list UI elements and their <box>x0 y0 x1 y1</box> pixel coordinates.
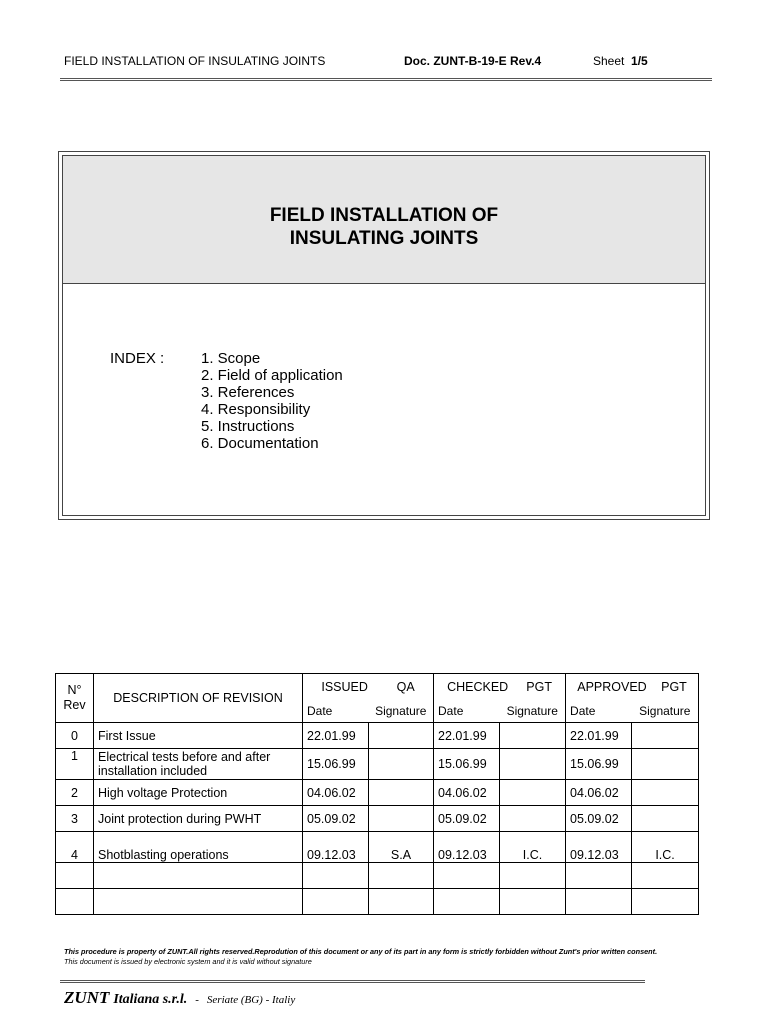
table-row <box>56 749 699 780</box>
issued-date: 05.09.02 <box>303 806 369 832</box>
checked-date-header: Date <box>434 700 500 723</box>
table-row <box>56 832 699 863</box>
company-name: ZUNT <box>64 988 110 1007</box>
company-suffix: Italiana s.r.l. <box>113 992 188 1007</box>
rev-description: Electrical tests before and after installation included <box>94 749 303 780</box>
approved-signature <box>632 806 699 832</box>
checked-label: CHECKED <box>447 680 509 694</box>
checked-signature <box>500 806 566 832</box>
index-label: INDEX : <box>110 350 165 367</box>
sheet-value: 1/5 <box>631 54 648 68</box>
issued-date: 09.12.03 <box>303 832 369 863</box>
rev-description: High voltage Protection <box>94 780 303 806</box>
revision-table <box>55 673 699 915</box>
approved-signature <box>632 749 699 780</box>
approved-header <box>566 674 699 701</box>
index-item: 2. Field of application <box>201 367 343 384</box>
copyright-notice: This procedure is property of ZUNT.All rights reserved.Reprodution of this document or any of its part in any form is strictly forbidden without Zunt's prior written consent. <box>64 947 658 956</box>
checked-by: PGT <box>526 680 552 694</box>
index-item: 5. Instructions <box>201 418 295 435</box>
approved-signature-header: Signature <box>632 700 699 723</box>
approved-date: 15.06.99 <box>566 749 632 780</box>
approved-signature <box>632 723 699 749</box>
rev-number: 1 <box>56 749 94 780</box>
rev-number: 3 <box>56 806 94 832</box>
checked-signature-header: Signature <box>500 700 566 723</box>
approved-signature <box>632 780 699 806</box>
checked-signature <box>500 780 566 806</box>
issued-by: QA <box>396 680 415 694</box>
checked-header <box>434 674 566 701</box>
index-item: 1. Scope <box>201 350 261 367</box>
checked-signature: I.C. <box>500 832 566 863</box>
issued-signature: S.A <box>369 832 434 863</box>
rev-description: Joint protection during PWHT <box>94 806 303 832</box>
issued-signature-header: Signature <box>369 700 434 723</box>
rev-description: Shotblasting operations <box>94 832 303 863</box>
index-item: 3. References <box>201 384 295 401</box>
rev-number: 2 <box>56 780 94 806</box>
approved-by: PGT <box>661 680 687 694</box>
title-line-2: INSULATING JOINTS <box>289 228 479 249</box>
issued-date-header: Date <box>303 700 369 723</box>
issued-signature <box>369 723 434 749</box>
checked-signature <box>500 723 566 749</box>
header-title: FIELD INSTALLATION OF INSULATING JOINTS <box>64 54 326 68</box>
approved-date: 04.06.02 <box>566 780 632 806</box>
approved-label: APPROVED <box>577 680 647 694</box>
title-band <box>63 156 705 284</box>
index-item: 4. Responsibility <box>201 401 311 418</box>
table-row <box>56 806 699 832</box>
index-list <box>201 350 343 452</box>
checked-date: 04.06.02 <box>434 780 500 806</box>
approved-date: 22.01.99 <box>566 723 632 749</box>
rev-number: 0 <box>56 723 94 749</box>
issued-date: 04.06.02 <box>303 780 369 806</box>
rev-description: First Issue <box>94 723 303 749</box>
issued-date: 22.01.99 <box>303 723 369 749</box>
table-row <box>56 780 699 806</box>
checked-date: 05.09.02 <box>434 806 500 832</box>
approved-date: 09.12.03 <box>566 832 632 863</box>
cover-frame <box>58 151 710 520</box>
rev-number: 4 <box>56 832 94 863</box>
company-line <box>64 988 295 1008</box>
col-desc-header: DESCRIPTION OF REVISION <box>94 674 303 723</box>
issued-signature <box>369 806 434 832</box>
checked-date: 15.06.99 <box>434 749 500 780</box>
sheet-label: Sheet <box>593 54 625 68</box>
approved-signature: I.C. <box>632 832 699 863</box>
title-line-1: FIELD INSTALLATION OF <box>269 205 499 226</box>
issued-date: 15.06.99 <box>303 749 369 780</box>
approved-date: 05.09.02 <box>566 806 632 832</box>
issued-signature <box>369 780 434 806</box>
header-sheet <box>593 54 648 68</box>
table-row-empty <box>56 889 699 915</box>
checked-signature <box>500 749 566 780</box>
header-doc-number: Doc. ZUNT-B-19-E Rev.4 <box>404 54 542 68</box>
checked-date: 22.01.99 <box>434 723 500 749</box>
document-title <box>63 204 705 250</box>
company-location: Seriate (BG) - Italiy <box>206 994 296 1006</box>
approved-date-header: Date <box>566 700 632 723</box>
header-divider <box>60 78 712 81</box>
checked-date: 09.12.03 <box>434 832 500 863</box>
issued-header <box>303 674 434 701</box>
company-separator: - <box>195 994 199 1006</box>
issued-signature <box>369 749 434 780</box>
table-row <box>56 723 699 749</box>
col-rev-header: N° Rev <box>56 674 94 723</box>
issued-label: ISSUED <box>321 680 368 694</box>
table-row-empty <box>56 863 699 889</box>
index-item: 6. Documentation <box>201 435 319 452</box>
electronic-issue-note: This document is issued by electronic system and it is valid without signature <box>64 957 312 966</box>
footer-divider <box>60 980 645 983</box>
